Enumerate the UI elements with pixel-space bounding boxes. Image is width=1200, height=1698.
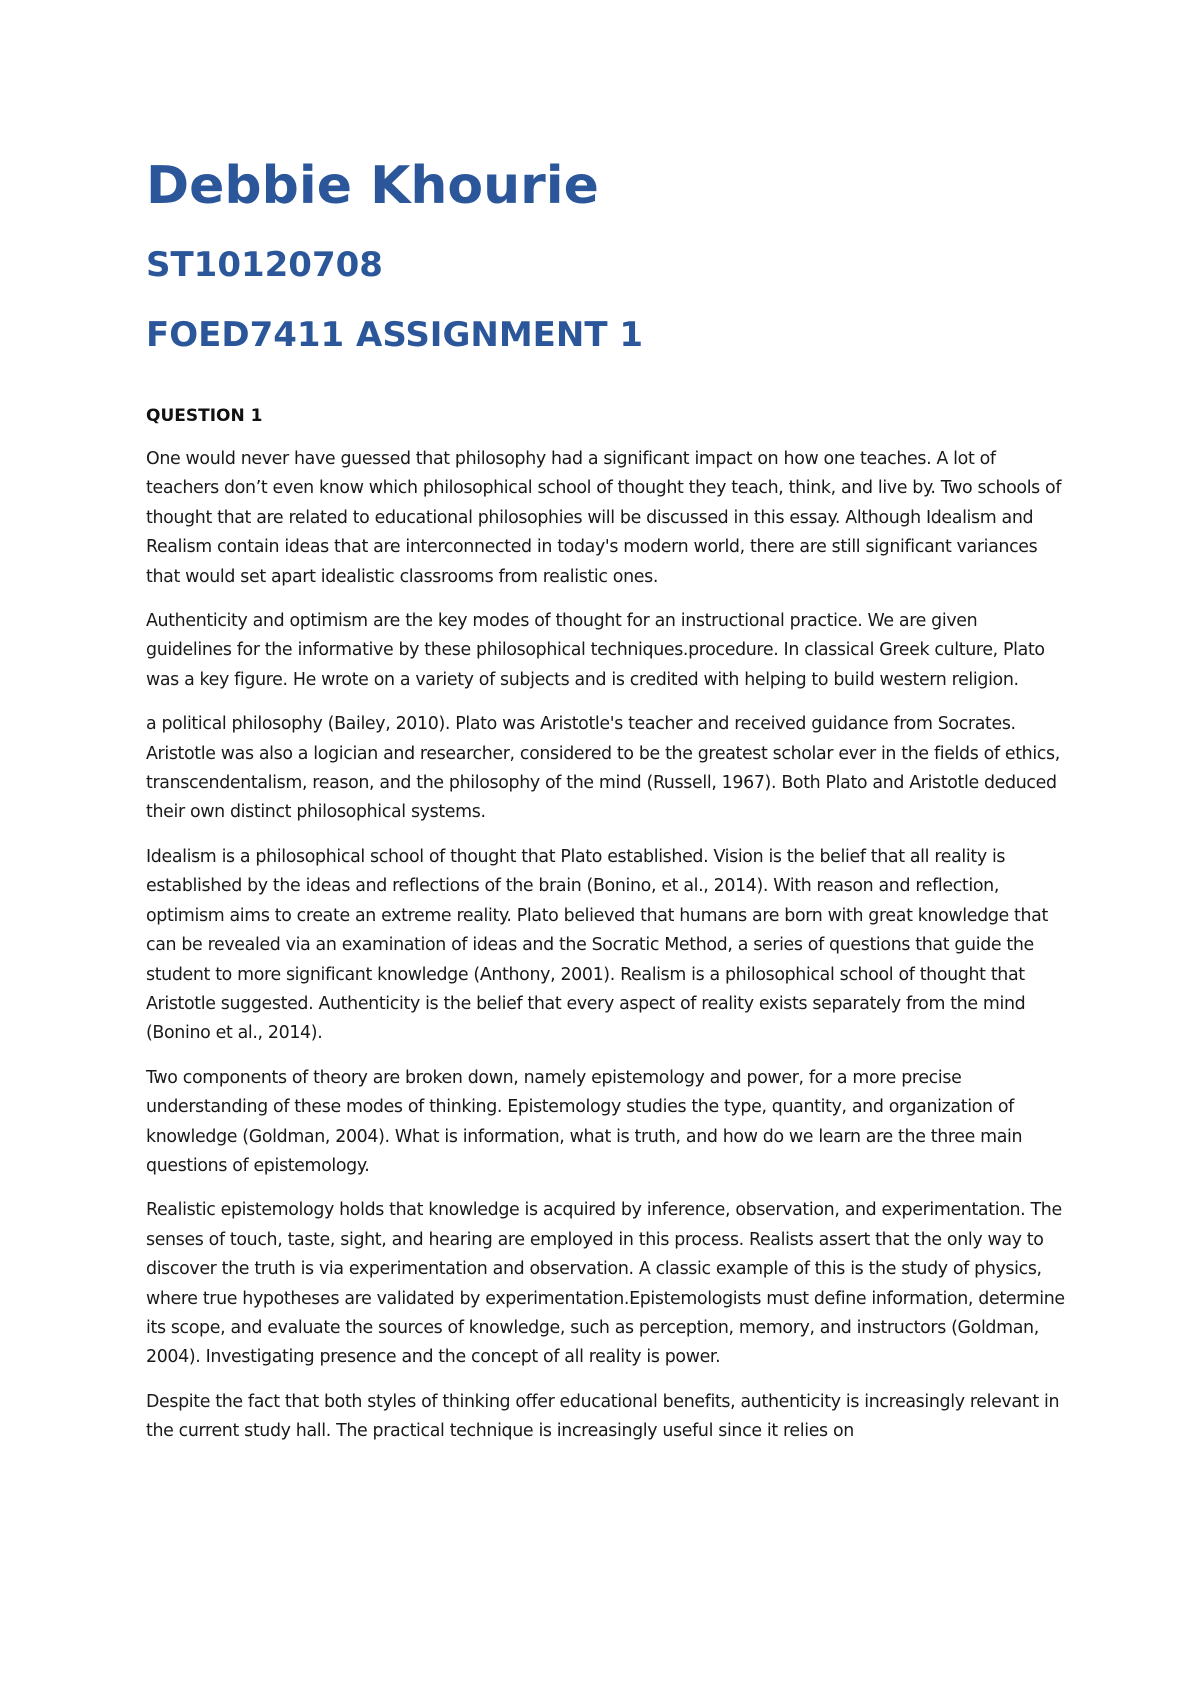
paragraph-5: Two components of theory are broken down, namely epistemology and power, for a more precise understanding of these modes of thinking. Epistemology studies the type, quantity, and organization of knowledge (Goldman, 2004). What is information, what is truth, and how do we learn are the three main questions of epistemology. [146,1067,1023,1176]
paragraph-1: One would never have guessed that philosophy had a significant impact on how one teaches. A lot of teachers don’t even know which philosophical school of thought they teach, think, and live by. Two schools of thought that are related to educational philosophies will be discussed in this essay. Although Idealism and Realism contain ideas that are interconnected in today's modern world, there are still significant variances that would set apart idealistic classrooms from realistic ones. [146,449,1062,587]
paragraph-2: Authenticity and optimism are the key modes of thought for an instructional practice. We are given guidelines for the informative by these philosophical techniques.procedure. In classical Greek culture, Plato was a key figure. He wrote on a variety of subjects and is credited with helping to build western religion. [146,611,1045,690]
student-id: ST10120708 [146,245,383,285]
document-title: Debbie Khourie [146,156,599,216]
document-content [146,156,1066,1447]
paragraph-3: a political philosophy (Bailey, 2010). Plato was Aristotle's teacher and received guidance from Socrates. Aristotle was also a logician and researcher, considered to be the greatest scholar ever in the fields of ethics, transcendentalism, reason, and the philosophy of the mind (Russell, 1967). Both Plato and Aristotle deduced their own distinct philosophical systems. [146,714,1060,823]
paragraph-6: Realistic epistemology holds that knowledge is acquired by inference, observation, and experimentation. The senses of touch, taste, sight, and hearing are employed in this process. Realists assert that the only way to discover the truth is via experimentation and observation. A classic example of this is the study of physics, where true hypotheses are validated by experimentation.Epistemologists must define information, determine its scope, and evaluate the sources of knowledge, such as perception, memory, and instructors (Goldman, 2004). Investigating presence and the concept of all reality is power. [146,1200,1065,1368]
paragraph-4: Idealism is a philosophical school of thought that Plato established. Vision is the belief that all reality is established by the ideas and reflections of the brain (Bonino, et al., 2014). With reason and reflection, optimism aims to create an extreme reality. Plato believed that humans are born with great knowledge that can be revealed via an examination of ideas and the Socratic Method, a series of questions that guide the student to more significant knowledge (Anthony, 2001). Realism is a philosophical school of thought that Aristotle suggested. Authenticity is the belief that every aspect of reality exists separately from the mind (Bonino et al., 2014). [146,846,1048,1044]
assignment-title: FOED7411 ASSIGNMENT 1 [146,315,644,355]
paragraph-7: Despite the fact that both styles of thinking offer educational benefits, authenticity is increasingly relevant in the current study hall. The practical technique is increasingly useful since it relies on [146,1391,1060,1442]
question-heading: QUESTION 1 [146,406,263,426]
